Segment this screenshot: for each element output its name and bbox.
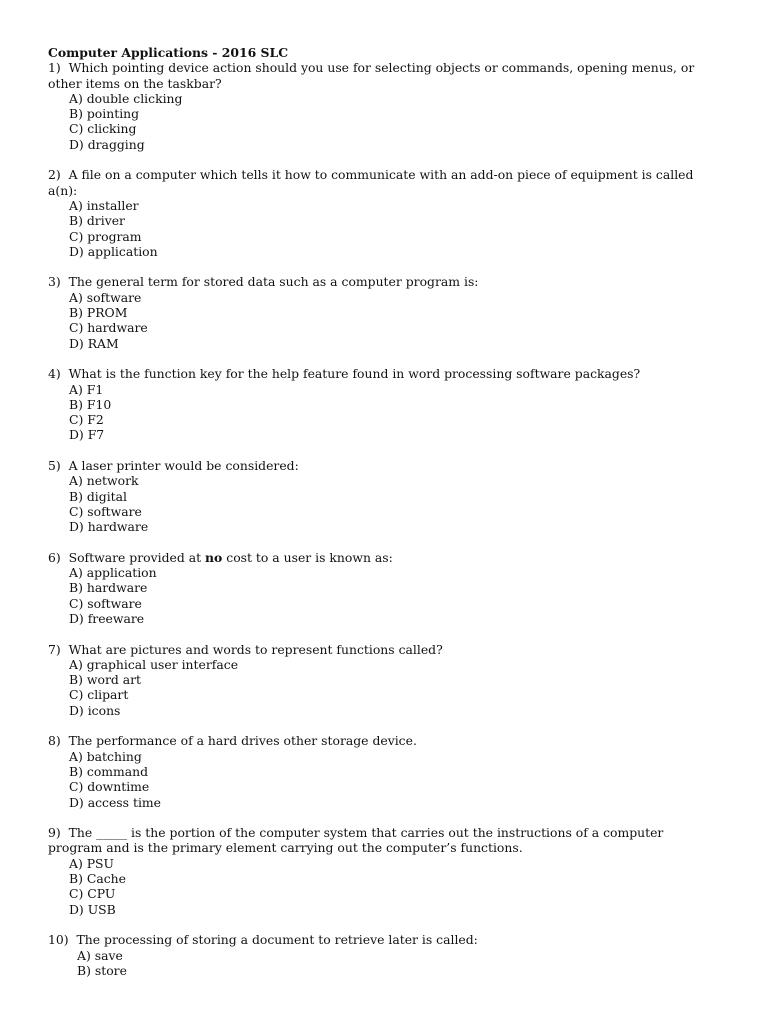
answer-option: D) USB [69,901,116,917]
answer-option: B) F10 [69,396,112,412]
answer-option: D) RAM [69,335,119,351]
answer-option: B) PROM [69,305,128,321]
answer-option: B) command [69,763,149,779]
question-number: 10) [48,932,69,948]
question-stem [48,932,718,947]
answer-option: C) program [69,228,142,244]
answer-option: C) clicking [69,121,137,137]
question-2 [48,167,718,259]
question-text: A file on a computer which tells it how to communicate with an add-on piece of equipment is called a(n): [48,167,694,198]
answer-options [48,91,718,152]
answer-options [48,290,718,351]
answer-option: C) CPU [69,886,116,902]
question-4 [48,366,718,442]
answer-options [48,473,718,534]
question-7 [48,642,718,718]
question-number: 9) [48,825,61,841]
question-number: 5) [48,458,61,474]
answer-option: B) pointing [69,106,140,122]
answer-option: B) store [77,962,127,978]
answer-option: D) access time [69,794,161,810]
question-stem [48,167,718,198]
answer-options [48,948,718,979]
question-text-after: cost to a user is known as: [222,549,393,565]
answer-option: C) F2 [69,412,104,428]
question-8 [48,733,718,809]
question-number: 2) [48,167,61,183]
answer-option: D) F7 [69,427,105,443]
question-text: Which pointing device action should you use for selecting objects or commands, opening menus, or other items on the taskbar? [48,60,695,91]
question-6 [48,550,718,626]
question-stem [48,458,718,473]
question-text-before: Software provided at [68,549,206,565]
answer-options [48,565,718,626]
answer-options [48,749,718,810]
question-stem [48,825,718,856]
question-text: The processing of storing a document to retrieve later is called: [76,932,478,948]
document-page [48,45,718,993]
answer-options [48,856,718,917]
question-stem [48,550,718,565]
answer-option: B) digital [69,488,127,504]
question-text: The performance of a hard drives other storage device. [68,733,417,749]
question-text-emphasis: no [205,549,223,565]
question-text: What is the function key for the help feature found in word processing software packages? [68,366,641,382]
answer-option: B) driver [69,213,125,229]
question-stem [48,733,718,748]
answer-option: C) software [69,595,142,611]
question-number: 4) [48,366,61,382]
answer-option: D) icons [69,702,121,718]
question-stem [48,274,718,289]
answer-option: A) save [77,947,123,963]
question-stem [48,60,718,91]
question-1 [48,60,718,152]
question-10 [48,932,718,978]
answer-option: C) downtime [69,779,150,795]
question-text: The general term for stored data such as a computer program is: [68,274,479,290]
question-number: 7) [48,641,61,657]
answer-option: C) hardware [69,320,148,336]
answer-option: D) hardware [69,519,149,535]
answer-option: A) PSU [69,855,114,871]
answer-option: B) hardware [69,580,148,596]
page-title: Computer Applications - 2016 SLC [48,45,289,60]
answer-option: A) graphical user interface [69,656,239,672]
answer-option: C) clipart [69,687,129,703]
question-text: What are pictures and words to represent functions called? [68,641,443,657]
answer-option: C) software [69,503,142,519]
question-stem [48,366,718,381]
answer-options [48,382,718,443]
answer-option: D) freeware [69,610,145,626]
answer-option: A) double clicking [69,90,183,106]
answer-option: D) dragging [69,136,145,152]
question-number: 8) [48,733,61,749]
question-number: 6) [48,549,61,565]
answer-option: A) installer [69,197,139,213]
answer-option: A) software [69,289,142,305]
answer-option: D) application [69,243,158,259]
answer-option: B) Cache [69,871,126,887]
answer-option: B) word art [69,672,142,688]
question-text: A laser printer would be considered: [68,458,299,474]
question-text: The _____ is the portion of the computer system that carries out the instructions of a computer program and is the primary element carrying out the computer’s functions. [48,825,664,856]
answer-options [48,657,718,718]
question-number: 3) [48,274,61,290]
answer-options [48,198,718,259]
question-9 [48,825,718,917]
answer-option: A) batching [69,748,142,764]
question-5 [48,458,718,534]
question-number: 1) [48,60,61,76]
question-3 [48,274,718,350]
answer-option: A) application [69,565,157,581]
answer-option: A) F1 [69,381,104,397]
question-stem [48,642,718,657]
answer-option: A) network [69,473,139,489]
